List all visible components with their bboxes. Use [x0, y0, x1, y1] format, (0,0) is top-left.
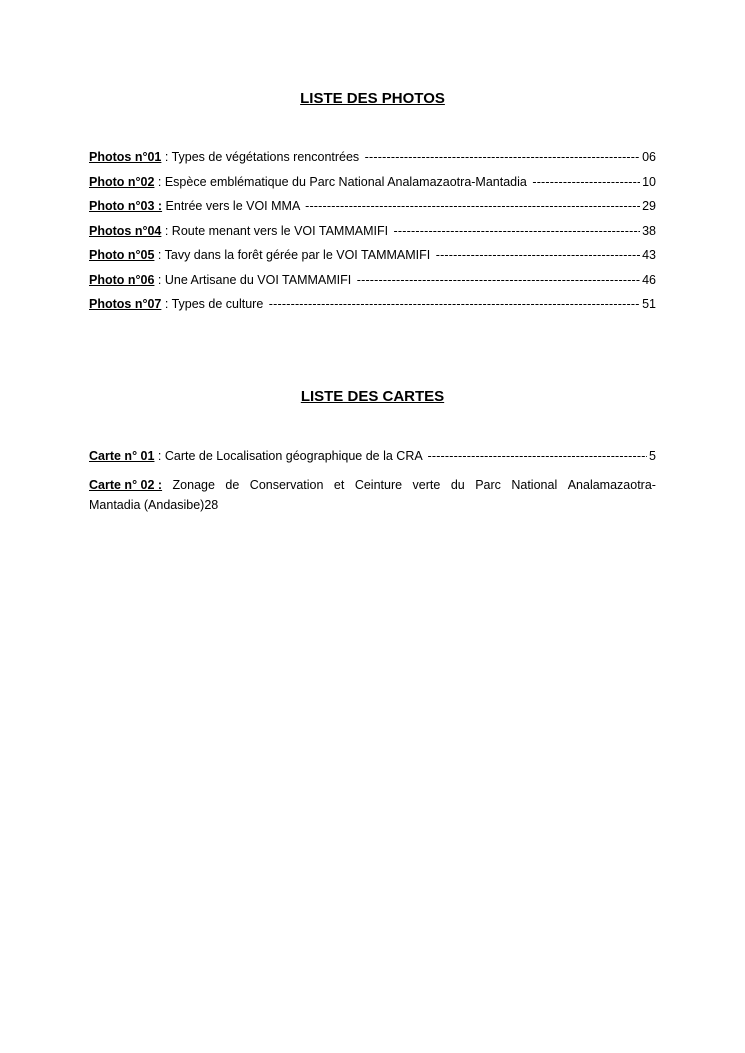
carte-entry-1 — [89, 448, 656, 473]
photo-entry-desc: : Tavy dans la forêt gérée par le VOI TAMMAMIFI — [154, 248, 434, 262]
carte-entry-2 — [89, 473, 656, 522]
carte-entry-2-line-2 — [89, 497, 656, 522]
photo-entry-label: Photos n°01 — [89, 150, 162, 164]
dot-leader — [365, 149, 640, 165]
photo-entry-7 — [89, 296, 656, 321]
word: de — [225, 477, 240, 492]
photo-entry-label: Photos n°07 — [89, 297, 162, 311]
photo-entry-page: 10 — [642, 174, 656, 189]
photo-entry-6 — [89, 272, 656, 297]
photo-entry-label: Photo n°03 : — [89, 199, 163, 213]
word: et — [333, 477, 345, 492]
photo-entry-desc: Entrée vers le VOI MMA — [162, 199, 304, 213]
dot-leader — [357, 272, 640, 288]
photo-entry-label: Photos n°04 — [89, 223, 162, 238]
dot-leader — [427, 448, 647, 464]
carte-entry-2-line-1 — [89, 473, 656, 498]
word: Zonage — [172, 477, 215, 492]
word: Parc — [475, 477, 501, 492]
photo-entry-page: 43 — [642, 248, 656, 262]
dot-leader — [394, 223, 641, 239]
photos-list — [89, 149, 656, 321]
photo-entry-desc: : Types de culture — [161, 297, 267, 311]
photo-entry-desc: : Types de végétations rencontrées — [161, 150, 363, 164]
word: verte — [412, 477, 441, 492]
photo-entry-desc: : Route menant vers le VOI TAMMAMIFI — [161, 223, 392, 238]
word: Analamazaotra- — [567, 477, 656, 492]
photo-entry-4 — [89, 223, 656, 248]
photo-entry-page: 38 — [642, 223, 656, 238]
photos-list-title: LISTE DES PHOTOS — [300, 90, 445, 107]
photo-entry-desc: : Une Artisane du VOI TAMMAMIFI — [154, 272, 355, 287]
photo-entry-page: 06 — [642, 150, 656, 164]
cartes-list — [89, 448, 656, 522]
photo-entry-page: 46 — [642, 272, 656, 287]
carte-entry-page: 5 — [649, 449, 656, 463]
carte-entry-label: Carte n° 01 — [89, 449, 155, 463]
word: Conservation — [249, 477, 324, 492]
photo-entry-label: Photo n°06 — [89, 272, 155, 287]
photo-entry-page: 29 — [642, 199, 656, 213]
word: National — [511, 477, 558, 492]
photo-entry-3 — [89, 198, 656, 223]
photo-entry-1 — [89, 149, 656, 174]
dot-leader — [269, 296, 640, 312]
cartes-list-title: LISTE DES CARTES — [300, 388, 445, 405]
photo-entry-2 — [89, 174, 656, 199]
word: Ceinture — [354, 477, 403, 492]
carte-entry-label: Carte n° 02 : — [89, 477, 163, 492]
photo-entry-label: Photo n°05 — [89, 248, 155, 262]
dot-leader — [436, 247, 640, 263]
dot-leader — [305, 198, 640, 214]
photo-entry-label: Photo n°02 — [89, 174, 155, 189]
carte-entry-page: 28 — [204, 498, 219, 512]
carte-entry-desc: Mantadia (Andasibe) — [89, 498, 205, 512]
word: du — [450, 477, 465, 492]
photo-entry-5 — [89, 247, 656, 272]
photo-entry-page: 51 — [642, 297, 656, 311]
dot-leader — [532, 174, 640, 190]
carte-entry-desc: : Carte de Localisation géographique de la CRA — [154, 449, 426, 463]
photo-entry-desc: : Espèce emblématique du Parc National Analamazaotra-Mantadia — [154, 174, 531, 189]
